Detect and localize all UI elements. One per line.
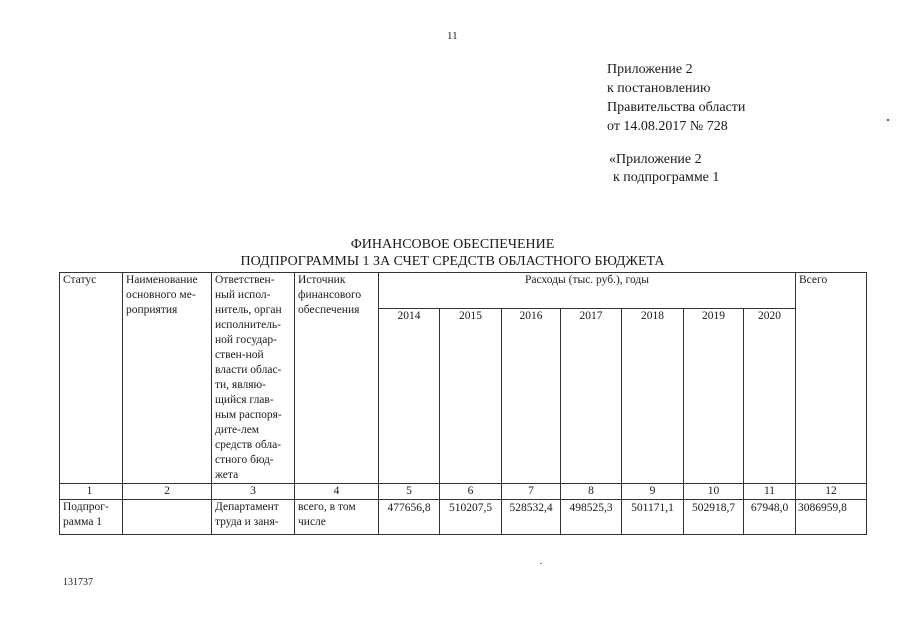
cell-line: рамма 1 xyxy=(63,516,103,528)
cell-line: Департамент xyxy=(215,501,279,513)
year-cell: 2015 xyxy=(440,309,502,484)
header-line: стного бюд- xyxy=(215,454,274,466)
year-cell: 2020 xyxy=(744,309,796,484)
cell-line: числе xyxy=(298,516,326,528)
column-number: 9 xyxy=(622,484,684,500)
status-cell xyxy=(60,500,123,535)
document-title: ФИНАНСОВОЕ ОБЕСПЕЧЕНИЕ xyxy=(350,237,555,252)
financing-table xyxy=(59,272,867,535)
header-line: ным распоря- xyxy=(215,409,282,421)
year-cell: 2018 xyxy=(622,309,684,484)
appendix-line: от 14.08.2017 № 728 xyxy=(607,119,728,134)
header-line: основного ме- xyxy=(126,289,196,301)
year-cell: 2016 xyxy=(502,309,561,484)
value-2018: 501171,1 xyxy=(622,500,684,535)
column-number: 4 xyxy=(295,484,379,500)
column-number: 6 xyxy=(440,484,502,500)
table-header-row xyxy=(60,273,867,309)
column-number: 7 xyxy=(502,484,561,500)
column-number: 8 xyxy=(561,484,622,500)
value-2020: 67948,0 xyxy=(744,500,796,535)
header-status: Статус xyxy=(60,273,123,484)
header-line: ной государ- xyxy=(215,334,277,346)
document-code: 131737 xyxy=(63,577,93,588)
column-numbers-row xyxy=(60,484,867,500)
header-line: жета xyxy=(215,469,239,481)
column-number: 12 xyxy=(796,484,867,500)
value-2015: 510207,5 xyxy=(440,500,502,535)
year-cell: 2017 xyxy=(561,309,622,484)
header-expenses: Расходы (тыс. руб.), годы xyxy=(379,273,796,309)
header-line: дите-лем xyxy=(215,424,260,436)
cell-line: труда и заня- xyxy=(215,516,279,528)
column-number: 11 xyxy=(744,484,796,500)
value-2014: 477656,8 xyxy=(379,500,440,535)
year-cell: 2014 xyxy=(379,309,440,484)
header-line: Наименование xyxy=(126,274,198,286)
value-2016: 528532,4 xyxy=(502,500,561,535)
cell-line: Подпрог- xyxy=(63,501,109,513)
appendix-line: Приложение 2 xyxy=(607,62,693,77)
header-line: средств обла- xyxy=(215,439,282,451)
header-line: щийся глав- xyxy=(215,394,274,406)
scan-speck xyxy=(540,563,542,564)
value-2017: 498525,3 xyxy=(561,500,622,535)
header-line: Ответствен- xyxy=(215,274,275,286)
column-number: 1 xyxy=(60,484,123,500)
subprogram-appendix-reference xyxy=(609,151,719,187)
table-row xyxy=(60,500,867,535)
event-cell xyxy=(123,500,212,535)
appendix-line: Правительства области xyxy=(607,100,746,115)
executor-cell xyxy=(212,500,295,535)
header-line: Источник xyxy=(298,274,346,286)
column-number: 3 xyxy=(212,484,295,500)
header-line: ный испол- xyxy=(215,289,271,301)
header-total: Всего xyxy=(796,273,867,484)
header-line: власти облас- xyxy=(215,364,282,376)
header-line: нитель, орган xyxy=(215,304,282,316)
appendix-reference xyxy=(607,60,745,136)
header-line: финансового xyxy=(298,289,362,301)
year-cell: 2019 xyxy=(684,309,744,484)
value-total: 3086959,8 xyxy=(796,500,867,535)
funding-source-cell xyxy=(295,500,379,535)
header-funding-source xyxy=(295,273,379,484)
column-number: 2 xyxy=(123,484,212,500)
header-line: ствен-ной xyxy=(215,349,264,361)
header-line: роприятия xyxy=(126,304,178,316)
document-subtitle: ПОДПРОГРАММЫ 1 ЗА СЧЕТ СРЕДСТВ ОБЛАСТНОГО БЮДЖЕТА xyxy=(240,254,665,269)
quote-line-2: к подпрограмме 1 xyxy=(613,170,720,185)
quote-line-1: «Приложение 2 xyxy=(609,152,702,167)
header-line: ти, являю- xyxy=(215,379,266,391)
cell-line: всего, в том xyxy=(298,501,356,513)
header-line: исполнитель- xyxy=(215,319,282,331)
value-2019: 502918,7 xyxy=(684,500,744,535)
column-number: 5 xyxy=(379,484,440,500)
header-executor xyxy=(212,273,295,484)
column-number: 10 xyxy=(684,484,744,500)
page-number: 11 xyxy=(447,30,458,42)
scan-speck xyxy=(887,119,889,121)
header-line: обеспечения xyxy=(298,304,360,316)
header-event xyxy=(123,273,212,484)
appendix-line: к постановлению xyxy=(607,81,711,96)
